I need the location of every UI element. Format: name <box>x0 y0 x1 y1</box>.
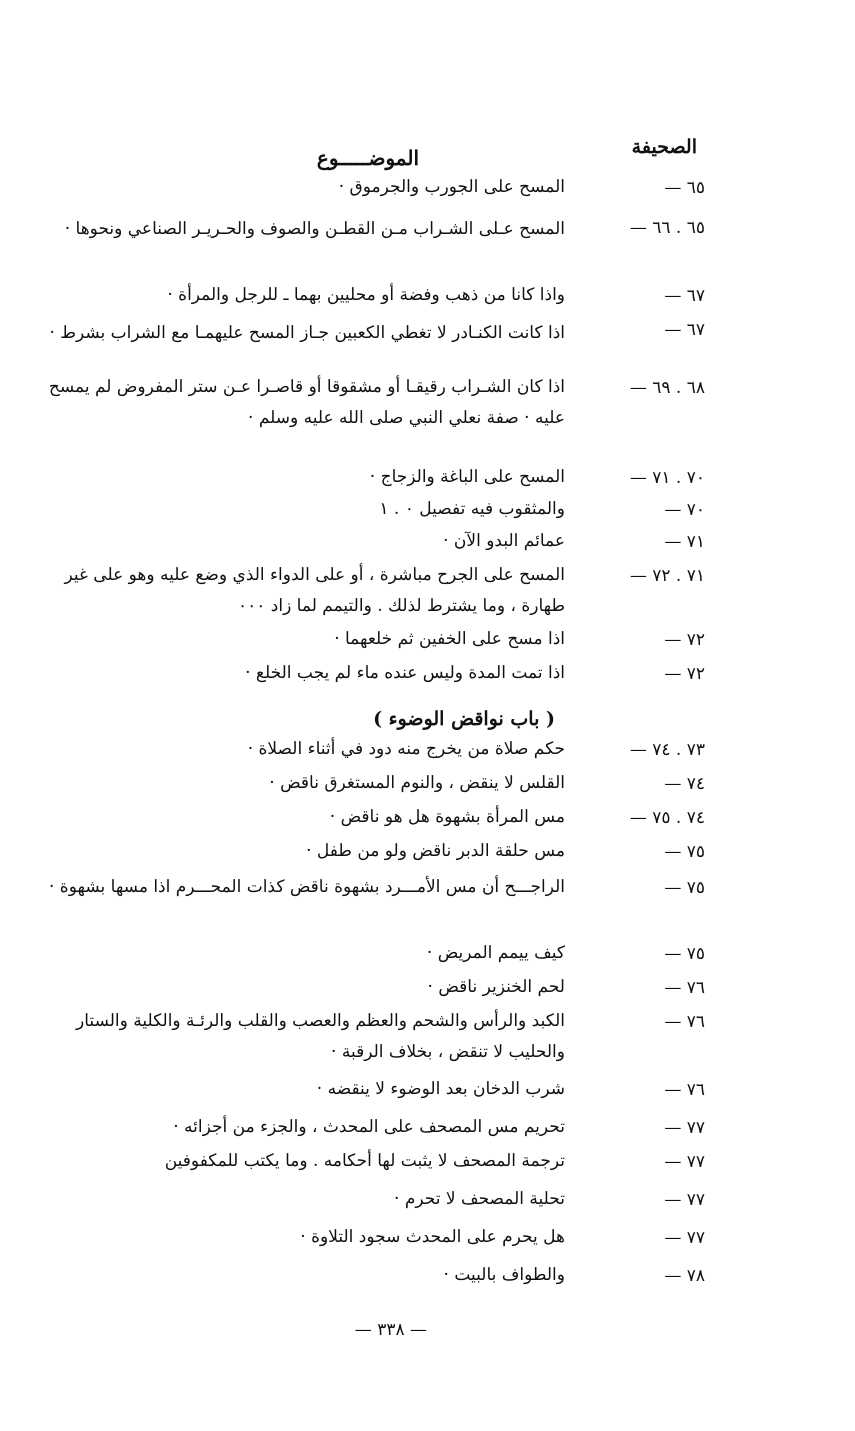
row-page: ٧٢ — <box>664 664 705 684</box>
row-page: ٧٧ — <box>664 1190 705 1210</box>
row-text: لحم الخنزير ناقض · <box>427 977 565 997</box>
row-text: عمائم البدو الآن · <box>443 531 565 551</box>
row-text: هل يحرم على المحدث سجود التلاوة · <box>300 1227 565 1247</box>
page-column-header: الصحيفة <box>631 136 697 158</box>
row-page: ٧٤ — <box>664 774 705 794</box>
row-text: الراجـــح أن مس الأمـــرد بشهوة ناقض كذات المحـــرم اذا مسها بشهوة · <box>49 877 565 897</box>
row-text: القلس لا ينقض ، والنوم المستغرق ناقض · <box>269 773 565 793</box>
row-text: كيف ييمم المريض · <box>426 943 565 963</box>
row-page: ٧١ . ٧٢ — <box>629 566 705 586</box>
row-text: والمثقوب فيه تفصيل ٠ . ١ <box>379 499 565 519</box>
row-page: ٦٧ — <box>664 320 705 340</box>
row-page: ٧٢ — <box>664 630 705 650</box>
row-page: ٧١ — <box>664 532 705 552</box>
row-page: ٧٤ . ٧٥ — <box>629 808 705 828</box>
row-page: ٧٥ — <box>664 878 705 898</box>
row-text: تحلية المصحف لا تحرم · <box>394 1189 565 1209</box>
row-text: حكم صلاة من يخرج منه دود في أثناء الصلاة · <box>247 739 565 759</box>
row-text: شرب الدخان بعد الوضوء لا ينقضه · <box>316 1079 565 1099</box>
row-text: المسح على الجورب والجرموق · <box>338 177 565 197</box>
row-text: اذا كان الشـراب رقيقـا أو مشقوقا أو قاصـرا عـن ستر المفروض لم يمسح عليه · صفة نعلي النبي صلى الله عليه وسلم · <box>48 377 565 428</box>
row-text: والطواف بالبيت · <box>443 1265 565 1285</box>
row-page: ٧٦ — <box>664 1012 705 1032</box>
row-page: ٦٥ . ٦٦ — <box>629 218 705 238</box>
row-page: ٧٧ — <box>664 1228 705 1248</box>
row-page: ٧٦ — <box>664 1080 705 1100</box>
row-text: المسح على الباغة والزجاج · <box>369 467 565 487</box>
row-text: مس المرأة بشهوة هل هو ناقض · <box>329 807 565 827</box>
row-page: ٧٦ — <box>664 978 705 998</box>
row-page: ٧٧ — <box>664 1118 705 1138</box>
row-page: ٧٧ — <box>664 1152 705 1172</box>
row-page: ٧٥ — <box>664 842 705 862</box>
row-text: اذا تمت المدة وليس عنده ماء لم يجب الخلع · <box>245 663 565 683</box>
row-text: تحريم مس المصحف على المحدث ، والجزء من أجزائه · <box>173 1117 565 1137</box>
row-text: ترجمة المصحف لا يثبت لها أحكامه . وما يكتب للمكفوفين <box>164 1151 565 1171</box>
row-text: واذا كانا من ذهب وفضة أو محليين بهما ـ للرجل والمرأة · <box>167 285 565 305</box>
row-page: ٦٥ — <box>664 178 705 198</box>
row-page: ٦٨ . ٦٩ — <box>629 378 705 398</box>
row-text: اذا كانت الكنـادر لا تغطي الكعبين جـاز المسح عليهمـا مع الشراب بشرط · <box>49 323 565 343</box>
row-page: ٧٠ . ٧١ — <box>629 468 705 488</box>
row-text: المسح عـلى الشـراب مـن القطـن والصوف والحـريـر الصناعي ونحوها · <box>64 219 565 239</box>
row-text: مس حلقة الدبر ناقض ولو من طفل · <box>306 841 565 861</box>
row-text: الكبد والرأس والشحم والعظم والعصب والقلب والرئـة والكلية والستار والحليب لا تنقض ، بخلاف الرقبة · <box>76 1011 565 1062</box>
row-text: المسح على الجرح مباشرة ، أو على الدواء الذي وضع عليه وهو على غير طهارة ، وما يشترط لذلك . والتيمم لما زاد ٠٠٠ <box>64 565 565 616</box>
row-page: ٦٧ — <box>664 286 705 306</box>
row-page: ٧٠ — <box>664 500 705 520</box>
section-title: ( باب نواقض الوضوء ) <box>373 708 555 730</box>
row-page: ٧٥ — <box>664 944 705 964</box>
row-page: ٧٣ . ٧٤ — <box>629 740 705 760</box>
topic-column-header: الموضـــــوع <box>316 146 419 170</box>
page-number: — ٣٣٨ — <box>354 1320 427 1340</box>
row-page: ٧٨ — <box>664 1266 705 1286</box>
row-text: اذا مسح على الخفين ثم خلعهما · <box>334 629 565 649</box>
